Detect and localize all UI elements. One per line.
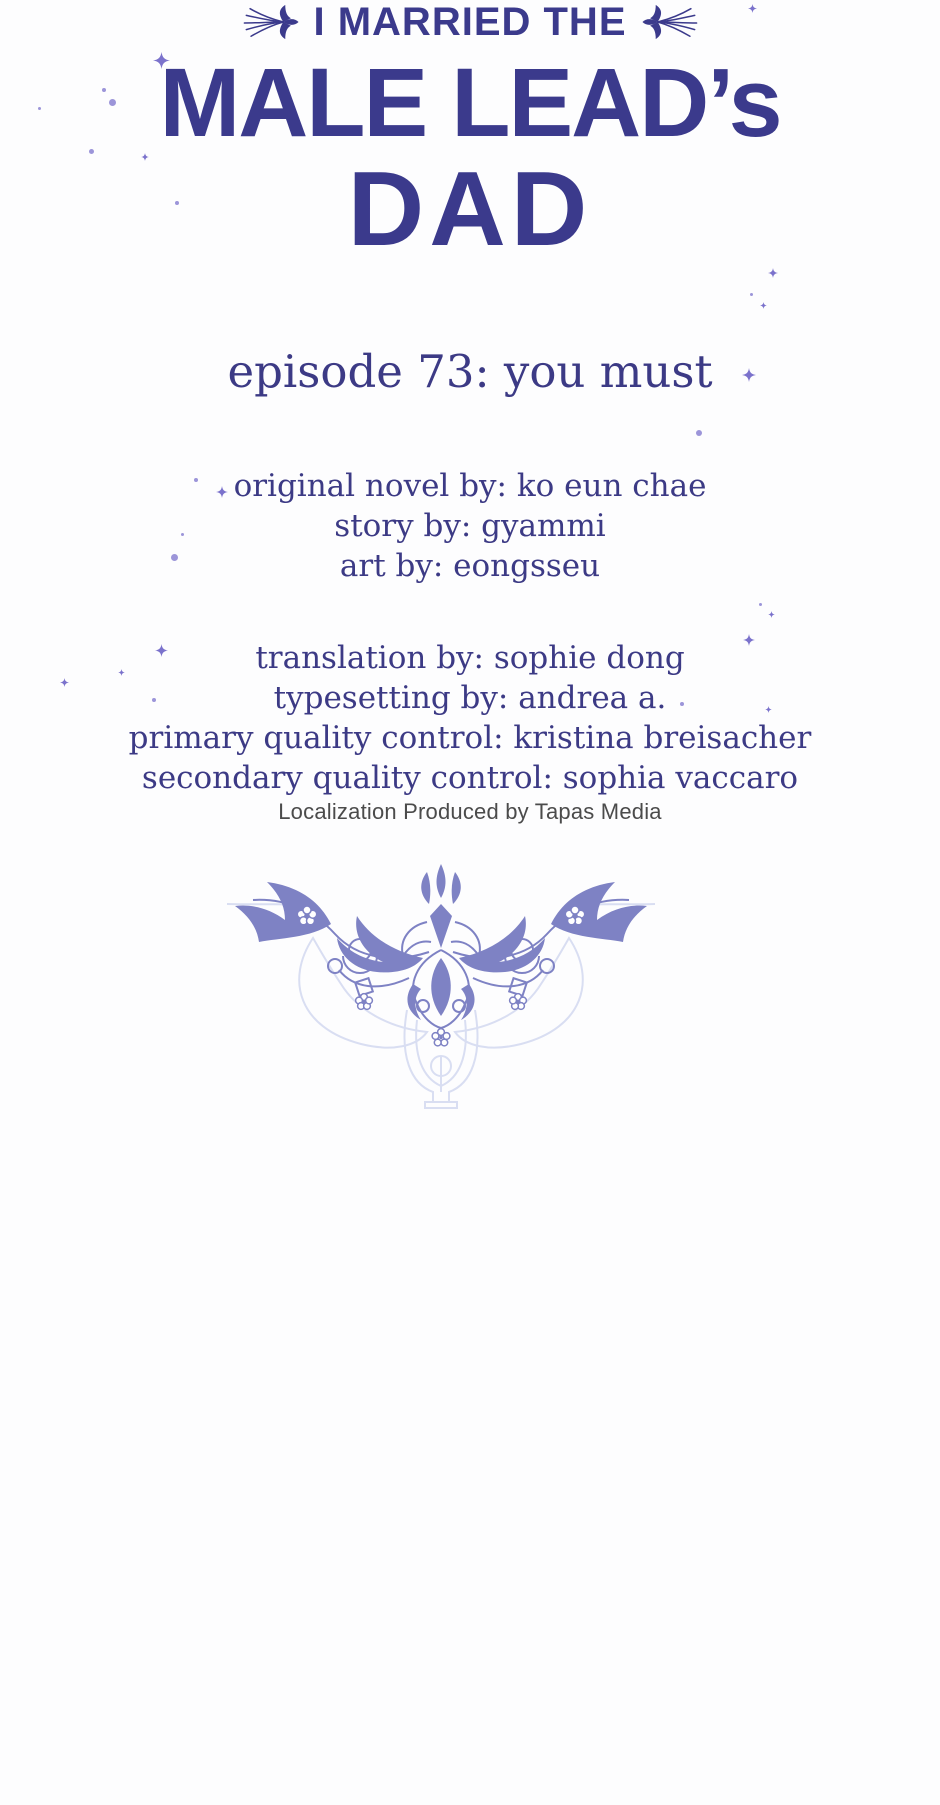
credit-secondary-qc: secondary quality control: sophia vaccaro — [141, 760, 799, 796]
credit-translation: translation by: sophie dong — [255, 640, 685, 676]
title-text-line-1: I MARRIED THE — [313, 0, 627, 44]
sparkle-icon — [768, 611, 775, 618]
creator-credits — [0, 466, 940, 586]
credit-typesetting: typesetting by: andrea a. — [273, 680, 667, 716]
sparkle-icon — [696, 430, 702, 436]
fleur-right-icon — [641, 3, 699, 41]
episode-title: episode 73: you must — [227, 345, 713, 398]
credit-original-novel: original novel by: ko eun chae — [233, 468, 707, 504]
sparkle-icon — [759, 603, 762, 606]
flower-cluster — [432, 1029, 450, 1046]
localization-credits — [0, 638, 940, 798]
title-line-3: DAD — [347, 150, 593, 268]
floral-flourish-ornament — [221, 860, 661, 1116]
production-note: Localization Produced by Tapas Media — [278, 799, 662, 824]
credit-primary-qc: primary quality control: kristina breisacher — [128, 720, 812, 756]
sparkle-icon — [768, 268, 778, 278]
credit-art: art by: eongsseu — [339, 548, 601, 584]
title-line-1 — [0, 2, 940, 42]
sparkle-icon — [750, 293, 753, 296]
flower-cluster — [510, 994, 527, 1010]
title-line-2: MALE LEAD’s — [159, 48, 781, 157]
credit-story: story by: gyammi — [334, 508, 606, 544]
fleur-left-icon — [242, 3, 300, 41]
sparkle-icon — [760, 302, 767, 309]
